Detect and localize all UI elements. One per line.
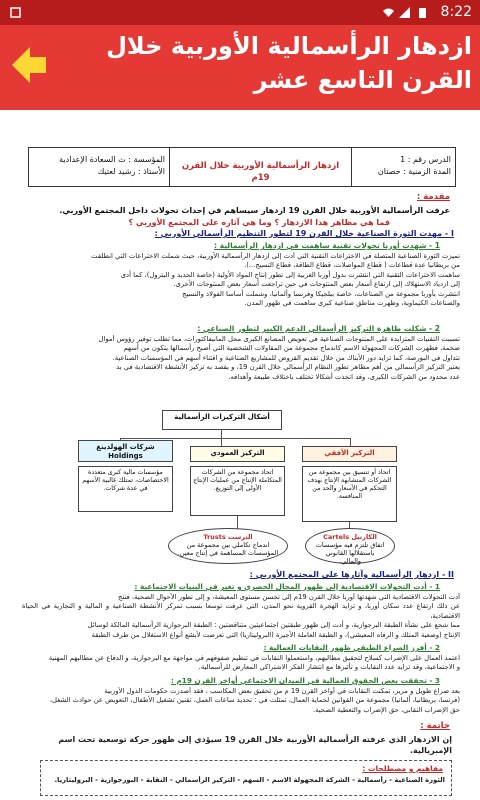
paragraph-4 <box>22 654 460 674</box>
horizontal-concentration-text: اتحاد أو تنسيق بين مجموعة من الشركات المتشابهة الإنتاج بهدف التحكم في الأسعار والحد من المنافسة. <box>302 466 397 522</box>
glossary-text <box>47 776 445 794</box>
paragraph-line: تسببت التقنيات المتزايدة على المنتوجات الصناعية في تعويض المصانع الكبرى محل المانيفاكتورات، مما تطلب توفير رؤوس أموال <box>98 335 460 343</box>
lesson-duration: المدة الزمنية : حصتان <box>377 167 451 176</box>
notification-icon <box>10 7 21 18</box>
status-time: 8:22 <box>440 4 472 20</box>
horizontal-concentration-title: التركيز الأفقي <box>302 446 397 462</box>
cartel-title: الكارتيل Cartels <box>323 533 377 541</box>
vertical-concentration-title: التركيز العمودي <box>190 446 285 462</box>
paragraph-line: الثورة الصناعية - رأسمالية - الشركة المجهولة الاسم - السهم - التركيز الرأسمالي - النقابة - البورجوازية - البروليتاريا. <box>54 776 445 784</box>
subsection-1-heading: 1 - شهدت أوربا تحولات تقنية ساهمت في ازدهار الرأسمالية : <box>214 241 440 250</box>
paragraph-line: والصناعات الكيماوية، وظهرت مناطق صناعية كبرى ساهمت في ظهور المدن. <box>244 299 460 308</box>
paragraph-line: عدد محدود من الشركات الكبرى، وقد اتخذت أشكالا تختلف باختلاف طبيعة وأهدافه. <box>228 372 460 381</box>
back-arrow-icon <box>0 35 64 95</box>
paragraph-line: اعتمد العمال على الإضراب كسلاح لتحقيق مطالبهم، واستعملوا النقابات في تنظيم صفوفهم في مواجهة مع البرجوازية، و الدفاع عن مطالبهم المهنية <box>48 654 460 662</box>
trust-text: اندماج تكاملي بين مجموعة من المؤسسات المساهمة في إنتاج معين. <box>177 541 279 557</box>
holdings-title: شركات الهولدينغ Holdings <box>78 440 173 462</box>
section-1-heading: I - مهدت الثورة الصناعية خلال القرن 19 لتطور التنظيم الرأسمالي الأوربي : <box>154 229 454 238</box>
paragraph-line: بعد صراع طويل و مرير، تمكنت النقابات في أواخر القرن 19 م من تحقيق بعض المكاسب ، فقد أصدرت حكومات الدول الأوربية <box>104 687 460 695</box>
paragraph-line: (فرنسا، بريطانيا، ألمانيا) مجموعة من القوانين لحماية العمال، تمثلت في : تحديد ساعات العمل، تقنين تشغيل الأطفال، التعويض عن حوادث الشغل، <box>49 696 460 705</box>
paragraph-line: تميزت الثورة الصناعية المتصلة في الاختراعات التقنية التي أدت إلى ازدهار الرأسمالية الأوربية، حيث شملت الاختراعات التي انطلقت <box>91 252 460 260</box>
section-2-heading: II - ازدهار الرأسمالية وآثارها على المجتمع الأوربي : <box>249 570 454 579</box>
paragraph-line <box>22 640 460 641</box>
paragraph-line: ضخمة، فظهرت الشركات المجهولة الاسم كاندماج مجموعة من المقاولات الشخصية التي أصبح رأسمالها يتكون من أسهم <box>123 344 460 353</box>
conclusion-heading: خاتمة : <box>420 721 450 731</box>
battery-icon <box>419 7 426 18</box>
holdings-text: مؤسسات مالية كبرى متعددة الاختصاصات، تمتلك غالبية الأسهم في عدة شركات. <box>78 466 173 512</box>
document-page <box>0 110 480 800</box>
lesson-title: ازدهار الرأسمالية الأوربية خلال القرن 19م <box>181 161 340 183</box>
lesson-number: الدرس رقم : 1 <box>400 155 451 164</box>
paragraph-line: حق الإضراب النقابي، حق الإضراب والتغطية الصحية. <box>312 705 460 714</box>
signal-icon <box>399 7 410 18</box>
paragraph-line: يعتبر التركيز الرأسمالي من أهم مظاهر تطور النظام الرأسمالي خلال القرن 19، و يقصد به تركيز الأنشطة الاقتصادية في يد <box>116 363 460 372</box>
intro-heading: مقدمة : <box>416 192 450 202</box>
trust-title: الترست Trusts <box>203 533 253 541</box>
school-name: المؤسسة : ث السعادة الإعدادية <box>59 155 165 164</box>
conclusion-text <box>40 734 452 758</box>
paragraph-line: و الاجتماعية، وقد تزايد عدد النقابات و تأثيرها مع انتشار الفكر الاشتراكي المعارض للرأسمالية. <box>198 663 460 672</box>
intro-text: عرفت الرأسمالية الأوربية خلال القرن 19 ازدهار سيساهم في إحداث تحولات داخل المجتمع الأوربي. <box>59 206 450 215</box>
paragraph-line: الإنتاج (وضعية المتلك و الرفاه المعيشي)، و الطبقة العاملة الأجيرة (البروليتاريا) التي تعرضت لأبشع أنواع الاستغلال من طرف الطبقة <box>91 630 460 639</box>
cartel-text: اتفاق تلتزم فيه مؤسسات باستقلالها القانوني والمالي. <box>315 541 385 565</box>
paragraph-line: تتداول في البورصة، كما تزايد دور الأبناك من خلال تقديم القروض للمشاريع الصناعية و اقتناء أسهم في المؤسسات الصناعية. <box>112 353 460 362</box>
paragraph-line: مما شجع على نشأة الطبقة البرجوازية، و أدت إلى ظهور طبقتين اجتماعيتين متناقضتين : الطبقة البرجوازية الرأسمالية المالكة لوسائل <box>87 621 460 630</box>
status-bar <box>0 0 480 25</box>
paragraph-line: عن ذلك ارتفاع عدد سكان أوربا، و تزايد الهجرة القروية نحو المدن، التي عرفت توسعا بسبب تمركز الأنشطة الصناعية و المالية و التجارية في الحياة الاقتصادية، <box>22 602 460 620</box>
lesson-header-table <box>28 147 456 187</box>
paragraph-line: انتشرت بأوربا مجموعة من الصناعات، خاصة ببلجيكا وفرنسا وألمانيا، وشملت أساسا الفولاذ والنسيج <box>182 289 460 298</box>
paragraph-3 <box>22 593 460 641</box>
app-bar <box>0 25 480 110</box>
cartel-oval <box>305 528 395 564</box>
paragraph-line: إن الازدهار الذي عرفته الرأسمالية الأوربية خلال القرن 19 سيؤدي إلى ظهور حركة توسعية تحت اسم <box>58 735 452 744</box>
lesson-info <box>351 148 455 186</box>
diagram-root: أشكال التركيزات الرأسمالية <box>162 410 282 430</box>
paragraph-1 <box>22 252 460 310</box>
subsection-5-heading: 3 - تحققت بعض الحقوق العمالية في الميدان الاجتماعي أواخر القرن 19م : <box>170 676 440 685</box>
teacher-name: الأستاذ : رشيد لعتيك <box>97 167 165 176</box>
school-info <box>29 148 169 186</box>
subsection-4-heading: 2 - أفرز الصراع الطبقي ظهور النقابات العمالية : <box>263 643 440 652</box>
lesson-title-cell <box>170 148 351 186</box>
subsection-3-heading: 1 - أدت التحولات الاقتصادية إلى ظهور المجال الحضري و تغير في البنيات الاجتماعية : <box>134 582 440 591</box>
paragraph-line: من بريطانيا عدة قطاعات ( قطاع المواصلات، قطاع الطاقة، قطاع التسيج...). <box>244 261 460 270</box>
trust-oval <box>168 528 288 564</box>
intro-questions: فما هي مظاهر هذا الازدهار ؟ وما هي آثاره على المجتمع الأوربي ؟ <box>128 218 390 227</box>
paragraph-2 <box>22 335 460 385</box>
back-button[interactable] <box>0 35 64 95</box>
paragraph-line: إلى ازدياد الاستهلاك إلى ارتفاع أسعار بعض المنتوجات في حين تراجعت أسعار بعض المنتوجات الأخرى. <box>173 280 460 289</box>
page-title: ازدهار الرأسمالية الأوربية خلال القرن التاسع عشر <box>106 32 472 94</box>
vertical-concentration-text: اتحاد مجموعة من الشركات المتكاملة الإنتاج من عمليات الإنتاج الأولى إلى التوزيع. <box>190 466 285 516</box>
paragraph-line: ساهمت الاختراعات التقنية التي انتشرت بدول أوربا الغربية إلى تطور إنتاج المواد الأولية (خاصة الحديد و البترول)، كما أدى <box>120 270 460 279</box>
subsection-2-heading: 2 - شكلت ظاهرة التركيز الرأسمالي الدعم الكبير لتطور الصناعي : <box>197 324 440 333</box>
wifi-icon <box>383 7 394 18</box>
glossary-heading: مفاهيم و مصطلحات : <box>362 764 443 773</box>
paragraph-5 <box>22 687 460 717</box>
paragraph-line: أدت التحولات الاقتصادية التي شهدتها أوربا خلال القرن 19م إلى تحسن مستوى المعيشة، و إلى تطور الأحوال الصحية، فنتج <box>118 593 460 601</box>
glossary-box <box>40 760 452 796</box>
paragraph-line: الإمبريالية. <box>409 746 452 755</box>
